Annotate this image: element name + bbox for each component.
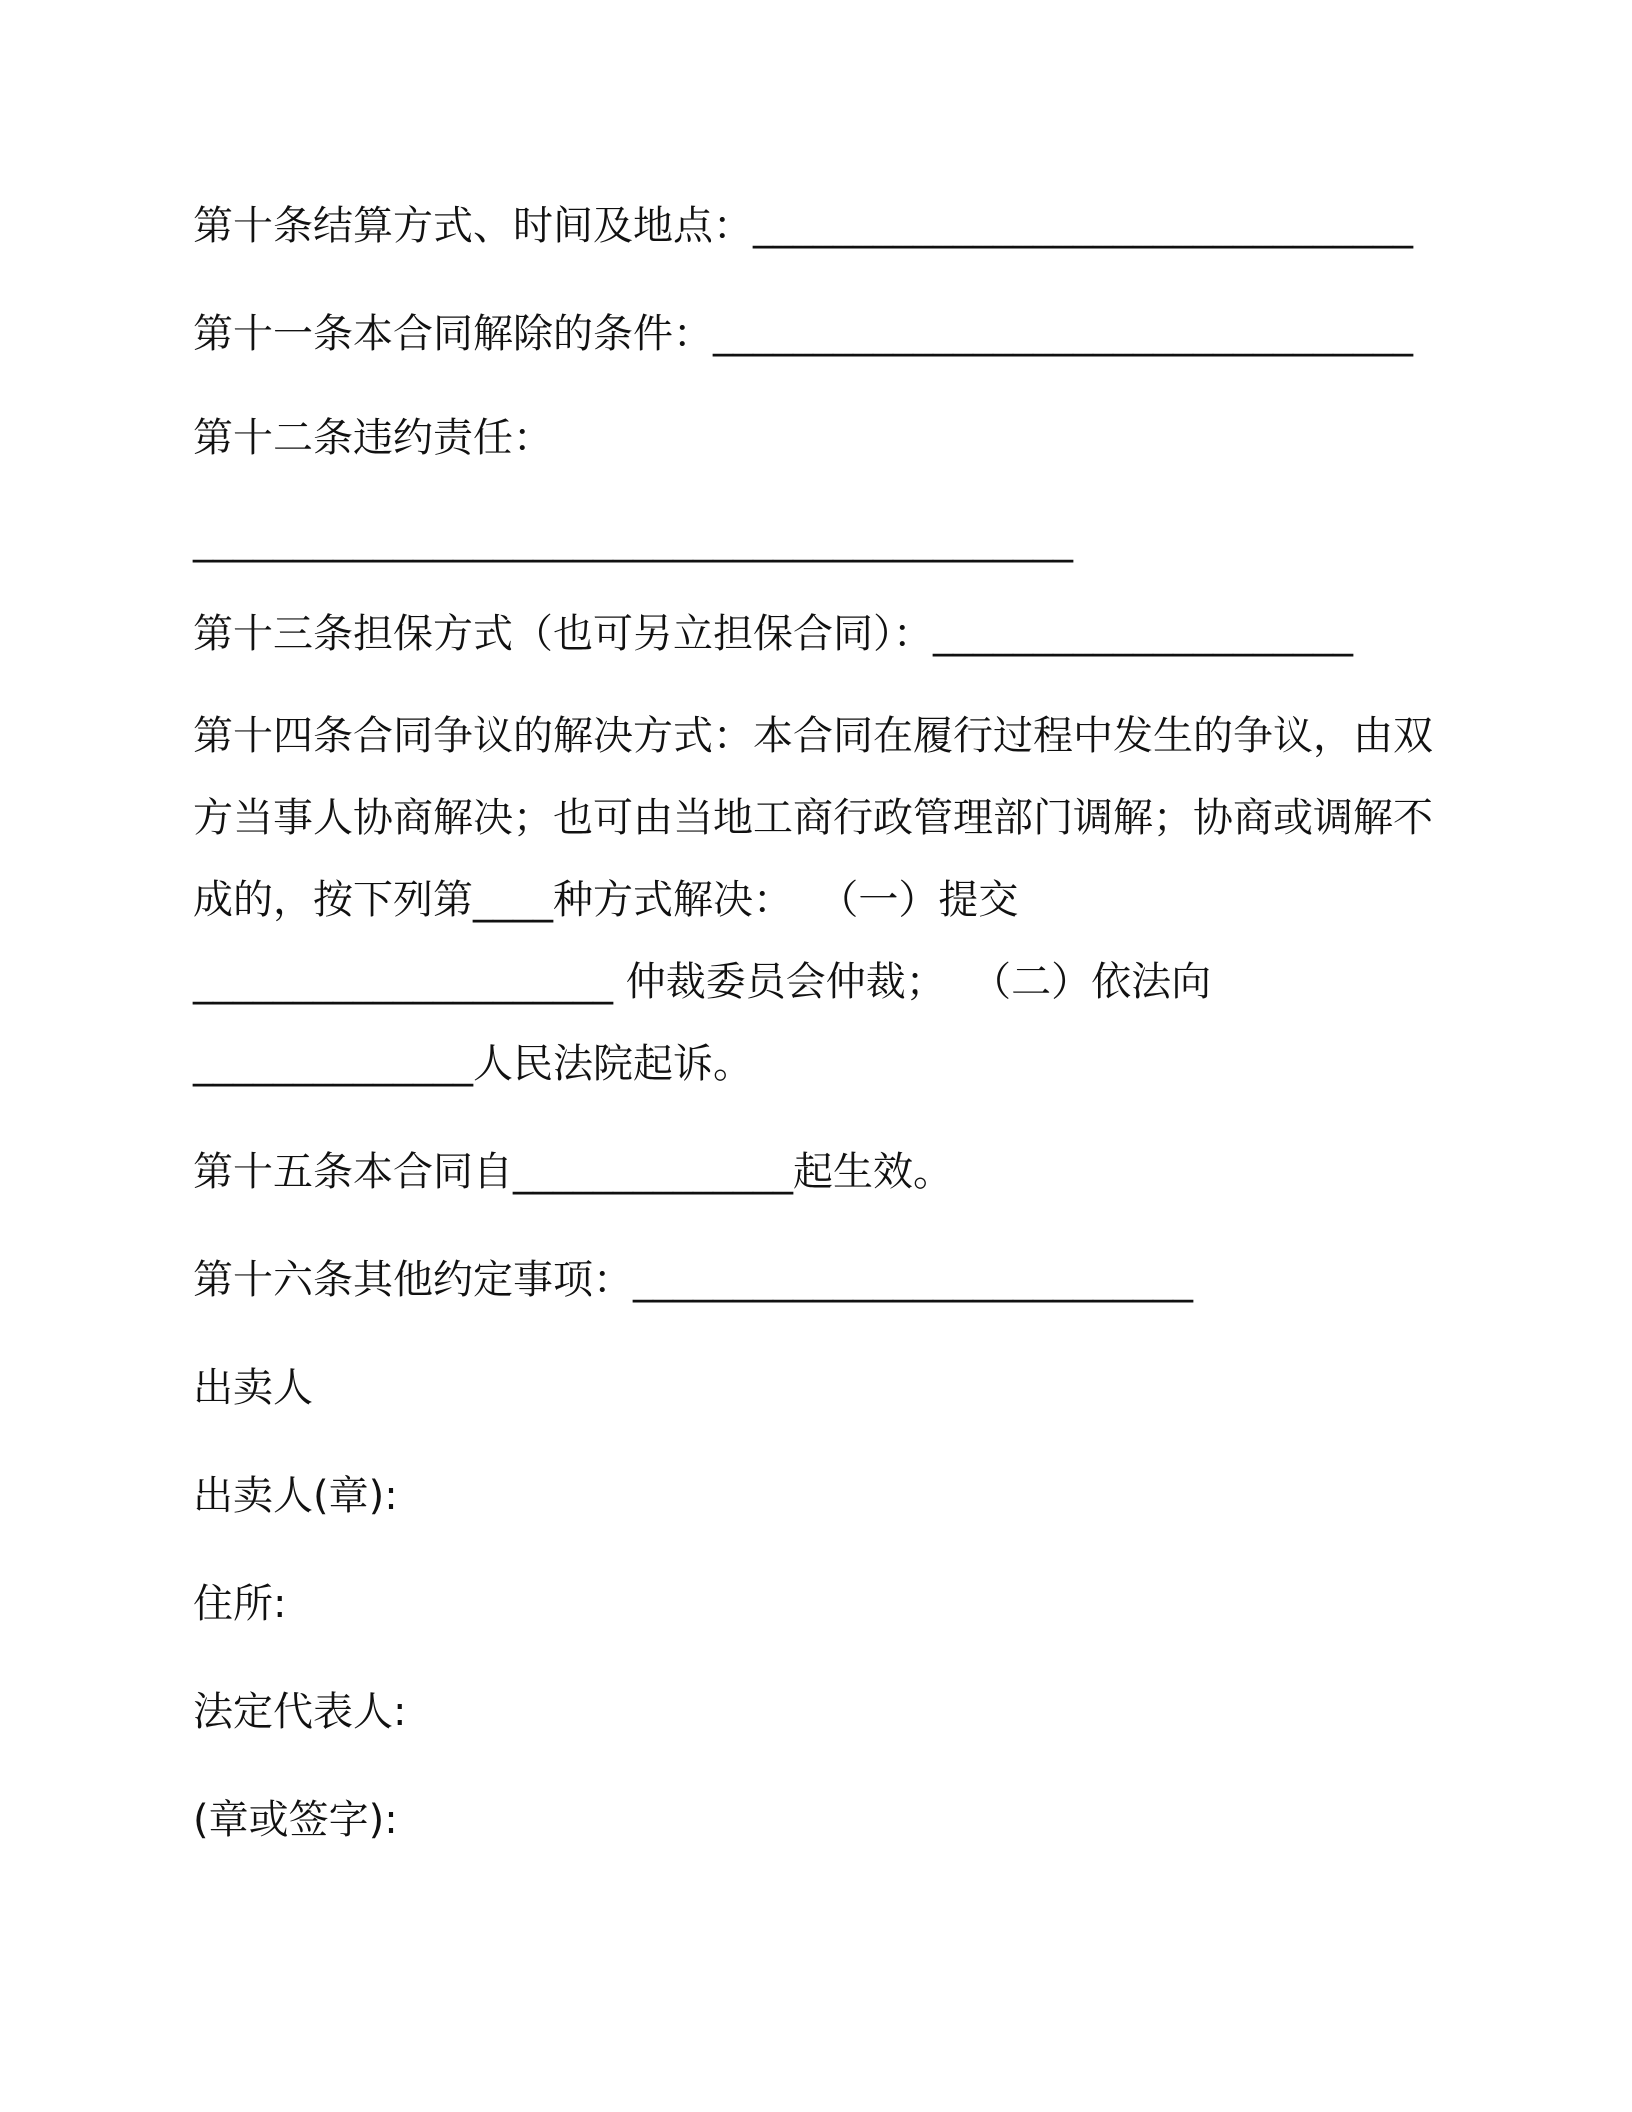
article-15-effective: 第十五条本合同自______________起生效。 [193, 1149, 953, 1195]
article-14-line-1: 第十四条合同争议的解决方式：本合同在履行过程中发生的争议，由双 [193, 713, 1433, 759]
article-10-settlement: 第十条结算方式、时间及地点：_________________________________ [193, 203, 1413, 249]
article-16-other: 第十六条其他约定事项：____________________________ [193, 1257, 1193, 1303]
article-13-guarantee: 第十三条担保方式（也可另立担保合同）：_____________________ [193, 611, 1353, 657]
seller-seal: 出卖人(章): [193, 1473, 398, 1519]
article-12-blank: ____________________________________________ [193, 517, 1073, 563]
article-14-line-5: ______________人民法院起诉。 [193, 1041, 753, 1087]
article-14-line-2: 方当事人协商解决；也可由当地工商行政管理部门调解；协商或调解不 [193, 795, 1433, 841]
address-label: 住所: [193, 1581, 287, 1627]
article-14-line-4: _____________________ 仲裁委员会仲裁； （二）依法向 [193, 959, 1212, 1005]
legal-representative-label: 法定代表人: [193, 1689, 407, 1735]
seller-heading: 出卖人 [193, 1365, 313, 1411]
seal-or-signature-label: (章或签字): [193, 1797, 398, 1843]
article-11-termination: 第十一条本合同解除的条件：___________________________________ [193, 311, 1413, 357]
article-12-heading: 第十二条违约责任： [193, 415, 553, 461]
article-14-line-3: 成的，按下列第____种方式解决： （一）提交 [193, 877, 1019, 923]
